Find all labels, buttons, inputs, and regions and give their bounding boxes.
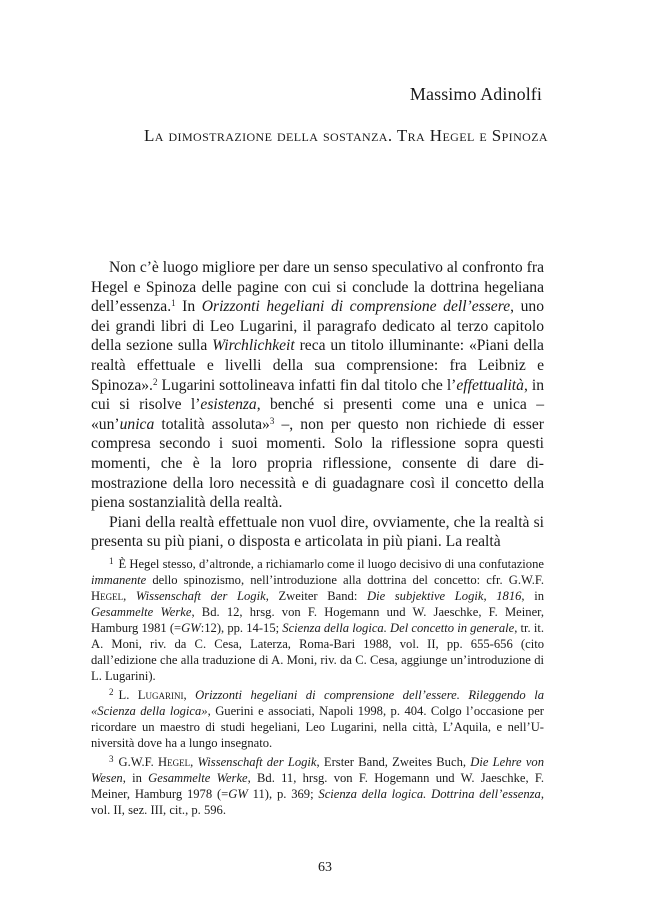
footnote-number: 1 xyxy=(109,556,114,566)
footnote-2: $^2$ L. Lugarini, Orizzonti hegeliani di comprensione dell’essere. Rileggendo la «Scienza della logica», Guerini e associati, Napoli 1998, p. 404. Colgo l’occasione per ricordare un maestro di studi hegeliani, Leo Lugarini, nella città, L’Aquila, e nell’Università dove ha a lungo insegnato. xyxy=(91,687,545,750)
footnote-number: 3 xyxy=(109,754,114,764)
footnotes xyxy=(91,553,544,818)
footnote-3: $^3$ G.W.F. Hegel, Wissenschaft der Logik, Erster Band, Zweites Buch, Die Lehre von Wesen, in Gesammelte Werke, Bd. 11, hrsg. von F. Hogemann und W. Jaeschke, F. Meiner, Hamburg 1978 (=GW 11), p. 369; Scienza della logica. Dottrina dell’essenza, vol. II, sez. III, cit., p. 596. xyxy=(91,754,545,817)
main-text xyxy=(91,258,544,552)
footnote-ref-2[interactable]: 2 xyxy=(152,376,158,387)
running-author: Massimo Adinolfi xyxy=(409,84,542,104)
paragraph-1: Non c’è luogo migliore per dare un senso speculativo al confronto fra Hegel e Spinoza delle pagine con cui si conclude la dottrina hegeliana dell’essenza.$^1$ In Orizzonti hegeliani di comprensione dell’essere, uno dei grandi libri di Leo Lugarini, il paragrafo dedicato al terzo capitolo della sezione sulla Wirchlichkeit reca un titolo illuminante: «Piani della realtà effettuale e livelli della sua comprensione: fra Leibniz e Spinoza».$^2$ Lugarini sottolineava infatti fin dal titolo che l’effettualità, in cui si risolve l’esistenza, benché si presenti come una e unica – «un’unica totalità assoluta»$^3$ –, non per questo non richiede di esser compresa secondo i suoi momenti. Solo la riflessione sopra questi momenti, che è la loro propria riflessione, consente di dare dimostrazione della loro necessità e di guadagnare così il concetto della piena sostanzialità della realtà. xyxy=(91,259,544,512)
footnote-1: $^1$ È Hegel stesso, d’altronde, a richiamarlo come il luogo decisivo di una confutazione immanente dello spinozismo, nell’introduzione alla dottrina del concetto: cfr. G.W.F. Hegel, Wissenschaft der Logik, Zweiter Band: Die subjektive Logik, 1816, in Gesammelte Werke, Bd. 12, hrsg. von F. Hogemann und W. Jaeschke, F. Meiner, Hamburg 1981 (=GW:12), pp. 14-15; Scienza della logica. Del concetto in generale, tr. it. A. Moni, riv. da C. Cesa, Laterza, Roma-Bari 1988, vol. II, pp. 655-656 (cito dall’edizione che alla traduzione di A. Moni, riv. da C. Cesa, aggiunge un’introduzione di L. Lugarini). xyxy=(91,556,544,683)
page-number: 63 xyxy=(318,860,332,875)
chapter-title: La dimostrazione della sostanza. Tra Hegel e Spinoza xyxy=(143,126,548,145)
footnote-number: 2 xyxy=(109,687,114,697)
paragraph-2: Piani della realtà effettuale non vuol dire, ovviamente, che la realtà si presenta su più piani, o disposta e articolata in più piani. La realtà xyxy=(91,513,544,551)
footnote-ref-3[interactable]: 3 xyxy=(269,415,275,426)
footnote-ref-1[interactable]: 1 xyxy=(171,298,176,309)
